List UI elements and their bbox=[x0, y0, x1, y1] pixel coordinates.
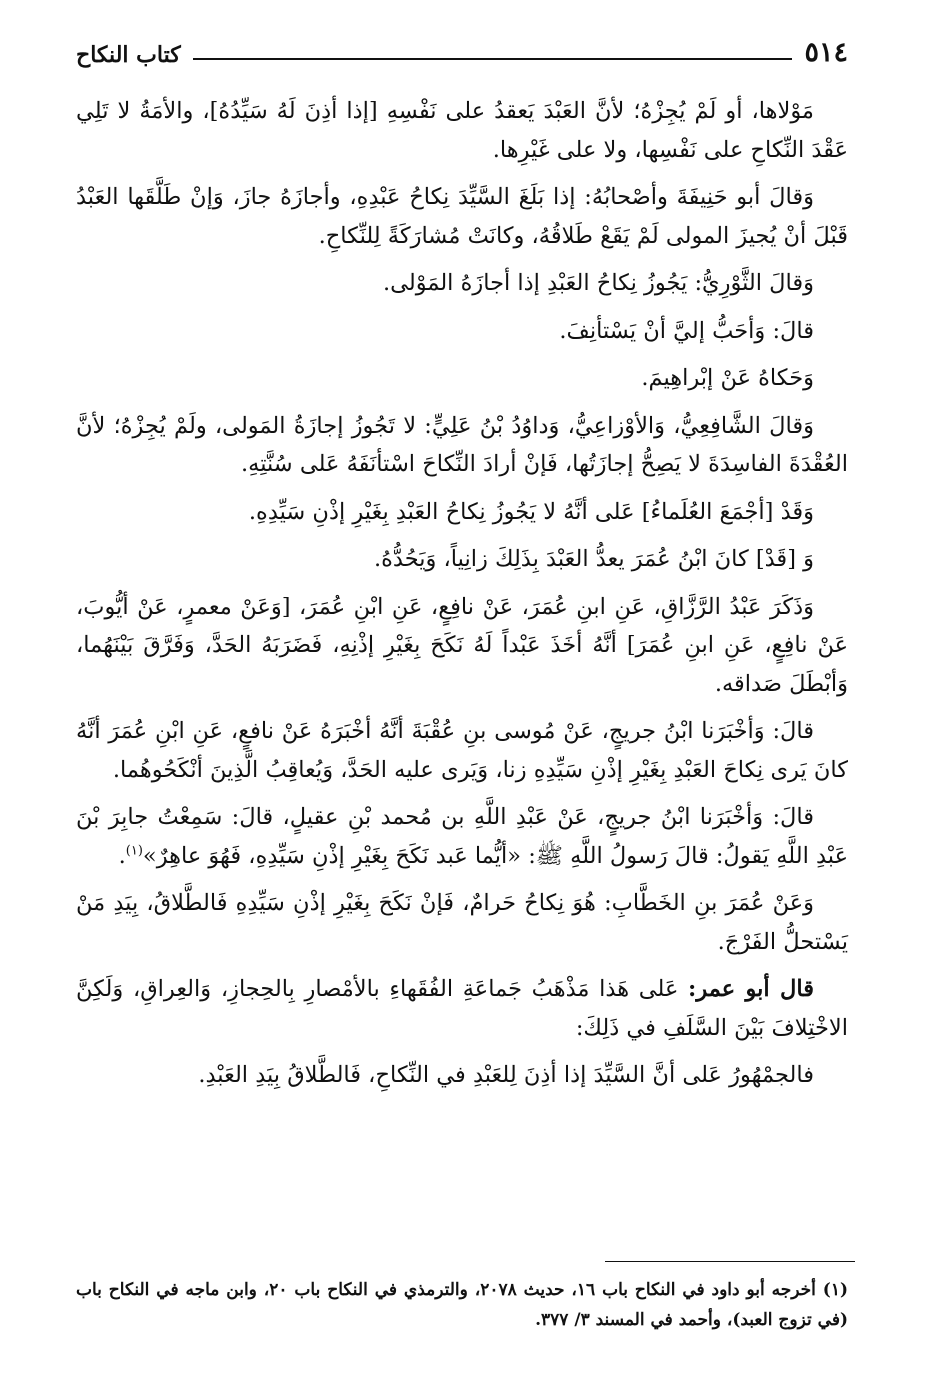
paragraph: فالجمْهُورُ عَلى أنَّ السَّيِّدَ إذا أذِنَ لِلعَبْدِ في النِّكاحِ، فَالطَّلاقُ بِيَدِ العَبْدِ. bbox=[198, 1062, 814, 1088]
running-header bbox=[76, 32, 848, 66]
main-text bbox=[76, 92, 848, 1104]
paragraph: وَذَكَرَ عَبْدُ الرَّزَّاقِ، عَنِ ابنِ عُمَرَ، عَنْ نافِعٍ، عَنِ ابْنِ عُمَرَ، [وَعَنْ معمرٍ، عَنْ أيُّوبَ، عَنْ نافِعٍ، عَنِ ابنِ عُمَرَ] أنَّهُ أخَذَ عَبْداً لَهُ نَكَحَ بِغَيْرِ إذْنِهِ، فَضَرَبَهُ الحَدَّ، وَفَرَّقَ بَيْنَهُما، وَأبْطَلَ صَداقه. bbox=[76, 593, 848, 697]
paragraph: وَقالَ الثَّوْرِيُّ: يَجُوزُ نِكاحُ العَبْدِ إذا أجازَهُ المَوْلى. bbox=[382, 270, 814, 296]
page-number: ٥١٤ bbox=[804, 37, 848, 68]
paragraph: قالَ: وَأخْبَرَنا ابْنُ جريجٍ، عَنْ مُوسى بنِ عُقْبَةَ أنَّهُ أخْبَرَهُ عَنْ نافعٍ، عَنِ ابْنِ عُمَرَ أنَّهُ كانَ يَرى نِكاحَ العَبْدِ بِغَيْرِ إذْنِ سَيِّدِهِ زنا، وَيَرى عليه الحَدَّ، وَيُعاقِبُ الَّذِينَ أنْكَحُوهُما. bbox=[76, 718, 848, 783]
paragraph: وَقَدْ [أجْمَعَ العُلَماءُ] عَلى أنَّهُ لا يَجُوزُ نِكاحُ العَبْدِ بِغَيْرِ إذْنِ سَيِّدِهِ. bbox=[248, 498, 814, 525]
paragraph: قالَ: وَأحَبُّ إليَّ أنْ يَسْتأنِفَ. bbox=[559, 317, 814, 344]
paragraph: وَ [قَدْ] كانَ ابْنُ عُمَرَ يعدُّ العَبْدَ بِذَلِكَ زانِياً، وَيَحُدُّهُ. bbox=[373, 546, 814, 572]
footnote-separator bbox=[605, 1261, 855, 1262]
paragraph-with-footnote bbox=[76, 798, 848, 875]
paragraph-text: عَلى هَذا مَذْهَبُ جَماعَةِ الفُقَهاءِ بالأمْصارِ بِالحِجازِ، وَالعِراقِ، وَلَكِنَّ الاخْتِلافَ بَيْنَ السَّلَفِ في ذَلِكَ: bbox=[76, 976, 848, 1041]
speaker-label: قال أبو عمر: bbox=[688, 976, 814, 1002]
paragraph: وَقالَ أبو حَنِيفَةَ وأصْحابُهُ: إذا بَلَغَ السَّيِّدَ نِكاحُ عَبْدِهِ، وأجازَهُ جازَ، وَإنْ طَلَّقَها العَبْدُ قَبْلَ أنْ يُجيزَ المولى لَمْ يَقَعْ طَلاقُهُ، وكانَتْ مُشارَكَةً لِلنِّكاحِ. bbox=[76, 184, 848, 249]
footnotes bbox=[76, 1275, 848, 1335]
footnote-ref: (١) bbox=[125, 843, 143, 858]
paragraph: وَحَكاهُ عَنْ إبْراهِيمَ. bbox=[641, 365, 814, 391]
header-rule bbox=[193, 58, 793, 60]
paragraph-text: قالَ: وَأخْبَرَنا ابْنُ جريجٍ، عَنْ عَبْدِ اللَّهِ بن مُحمد بْنِ عقيلٍ، قالَ: سَمِعْتُ جابِرَ بْنَ عَبْدِ اللَّهِ يَقولُ: قالَ رَسولُ اللَّهِ ﷺ: «أيُّما عَبد نَكَحَ بِغَيْرِ إذْنِ سَيِّدِهِ، فَهُوَ عاهِرٌ» bbox=[76, 804, 848, 869]
paragraph-abu-umar bbox=[76, 970, 848, 1047]
paragraph: وَقالَ الشَّافِعِيُّ، وَالأوْزاعِيُّ، وَداوُدُ بْنُ عَلِيٍّ: لا تَجُوزُ إجازَةُ المَولى، ولَمْ يُجِزْهُ؛ لأنَّ العُقْدَةَ الفاسِدَةَ لا يَصِحُّ إجازَتُها، فَإنْ أرادَ النِّكاحَ اسْتأنَفَهُ عَلى سُنَّتِهِ. bbox=[76, 412, 848, 477]
paragraph-end: . bbox=[118, 842, 126, 869]
book-title: كتاب النكاح bbox=[76, 42, 181, 68]
paragraph: مَوْلاها، أو لَمْ يُجِزْهُ؛ لأنَّ العَبْدَ يَعقدُ على نَفْسِهِ [إذا أذِنَ لَهُ سَيِّدُهُ]، والأمَةُ لا تَلِي عَقْدَ النِّكاحِ على نَفْسِها، ولا على غَيْرِها. bbox=[76, 98, 848, 163]
paragraph: وَعَنْ عُمَرَ بنِ الخَطَّابِ: هُوَ نِكاحُ حَرامٌ، فَإنْ نَكَحَ بِغَيْرِ إذْنِ سَيِّدِهِ فَالطَّلاقُ، بِيَدِ مَنْ يَسْتحلُّ الفَرْجَ. bbox=[76, 890, 848, 955]
footnote: (١) أخرجه أبو داود في النكاح باب ١٦، حديث ٢٠٧٨، والترمذي في النكاح باب ٢٠، وابن ماجه في النكاح باب (في تزوج العبد)، وأحمد في المسند ٣/ ٣٧٧. bbox=[76, 1280, 848, 1330]
